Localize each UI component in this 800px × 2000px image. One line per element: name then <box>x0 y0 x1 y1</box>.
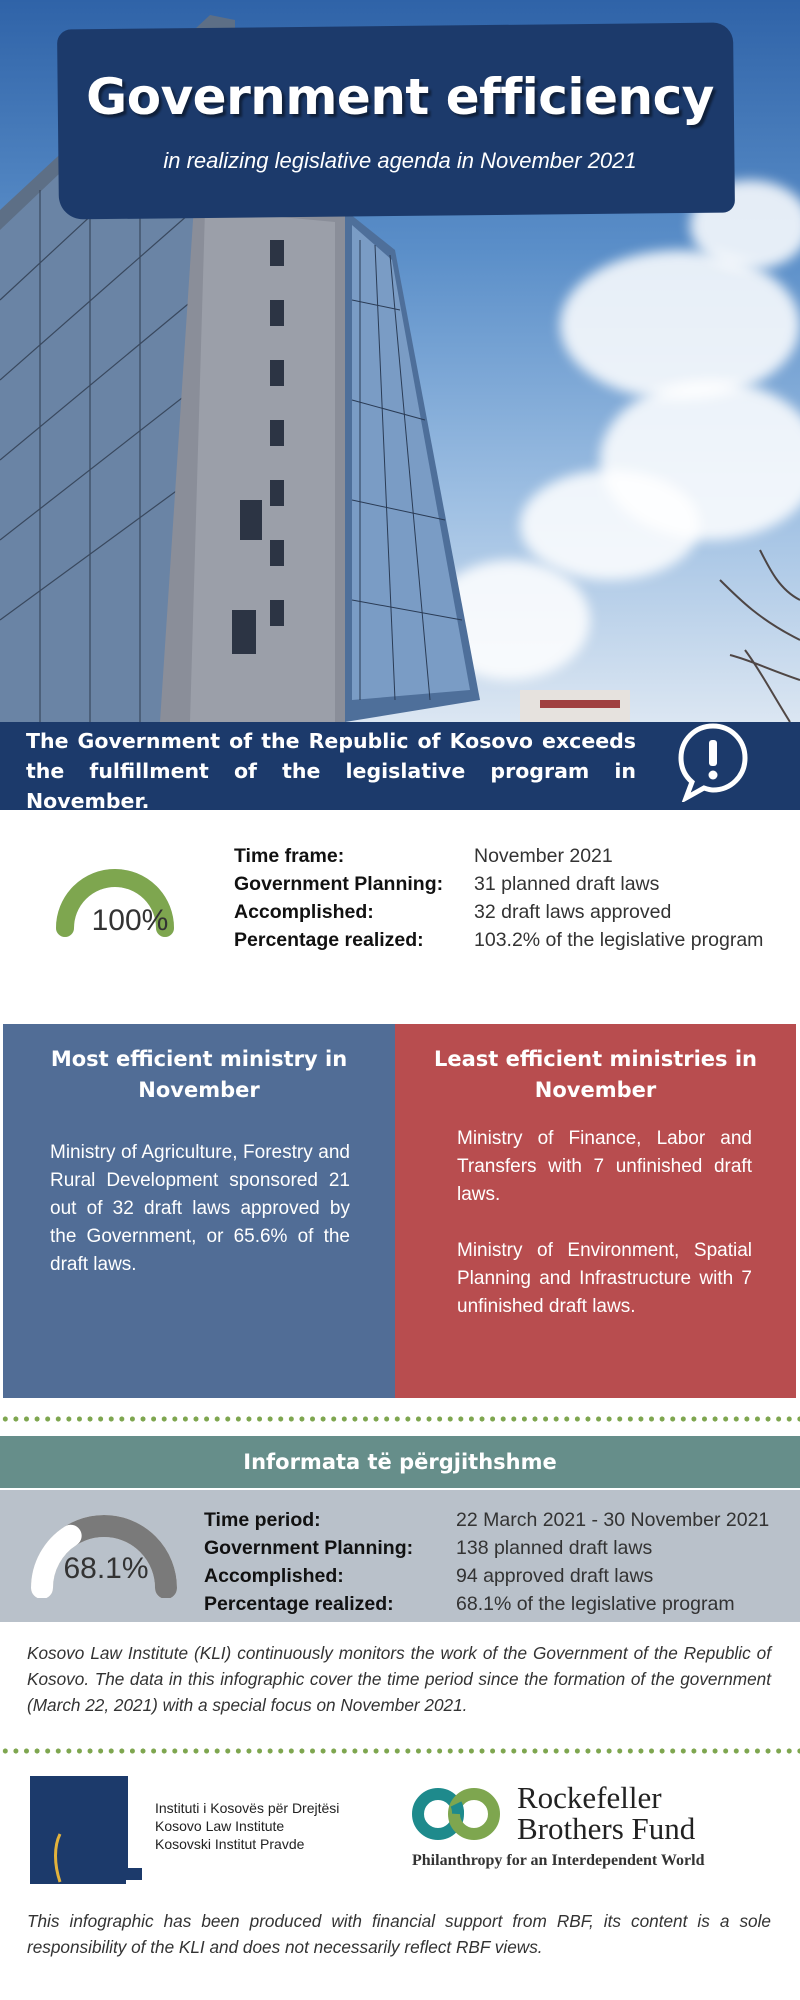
kli-name <box>155 1799 339 1853</box>
stat-label: Accomplished: <box>234 901 374 923</box>
dotted-divider <box>0 1748 800 1754</box>
stat-label: Time frame: <box>234 845 345 867</box>
kli-logo <box>30 1776 142 1884</box>
least-efficient-item: Ministry of Finance, Labor and Transfers with 7 unfinished draft laws. <box>457 1128 752 1205</box>
least-efficient-panel <box>395 1024 796 1398</box>
funding-disclaimer: This infographic has been produced with financial support from RBF, its content is a sole responsibility of the KLI and does not necessarily reflect RBF views. <box>27 1911 771 1957</box>
hero-photo <box>0 0 800 722</box>
monitoring-note: Kosovo Law Institute (KLI) continuously monitors the work of the Government of the Republic of Kosovo. The data in this infographic cover the time period since the formation of the government (March 22, 2021) with a special focus on November 2021. <box>27 1643 771 1715</box>
panel-title-line: November <box>534 1078 657 1102</box>
most-efficient-body: Ministry of Agriculture, Forestry and Rural Development sponsored 21 out of 32 draft laws approved by the Government, or 65.6% of the draft laws. <box>50 1142 350 1275</box>
stat-label: Accomplished: <box>204 1565 344 1587</box>
stat-label: Time period: <box>204 1509 321 1531</box>
kli-name-line: Kosovski Institut Pravde <box>155 1836 305 1852</box>
panel-title-line: Most efficient ministry in <box>50 1047 348 1071</box>
general-info-title: Informata të përgjithshme <box>243 1450 557 1474</box>
exclamation-speech-bubble-icon <box>676 720 750 802</box>
stat-value: 22 March 2021 - 30 November 2021 <box>456 1509 770 1531</box>
general-gauge-value: 68.1% <box>63 1552 149 1585</box>
general-stats <box>204 1506 769 1618</box>
november-stats <box>234 842 763 954</box>
panel-title-line: November <box>138 1078 260 1102</box>
page-subtitle: in realizing legislative agenda in November 2021 <box>163 148 637 173</box>
general-info-header <box>0 1436 800 1488</box>
alert-text: The Government of the Republic of Kosovo exceeds the fulfillment of the legislative program in November. <box>26 729 636 813</box>
stat-value: 68.1% of the legislative program <box>456 1593 735 1615</box>
most-efficient-title <box>3 1044 395 1106</box>
stat-label: Percentage realized: <box>234 929 424 951</box>
rbf-name-line: Brothers Fund <box>517 1811 696 1846</box>
rbf-tagline: Philanthropy for an Interdependent World <box>412 1852 705 1869</box>
panel-title-line: Least efficient ministries in <box>433 1047 758 1071</box>
stat-label: Government Planning: <box>234 873 444 895</box>
rbf-name <box>517 1782 695 1844</box>
page-title: Government efficiency <box>86 68 714 126</box>
stat-label: Percentage realized: <box>204 1593 394 1615</box>
stat-value: 138 planned draft laws <box>456 1537 653 1559</box>
stat-value: November 2021 <box>474 845 613 867</box>
kli-name-line: Kosovo Law Institute <box>155 1818 285 1834</box>
most-efficient-panel <box>3 1024 395 1398</box>
least-efficient-title <box>395 1044 796 1106</box>
stat-value: 103.2% of the legislative program <box>474 929 764 951</box>
rbf-logo <box>408 1784 508 1844</box>
november-gauge-value: 100% <box>91 904 169 937</box>
rbf-name-line: Rockefeller <box>517 1780 662 1815</box>
stat-value: 32 draft laws approved <box>474 901 672 923</box>
stat-value: 94 approved draft laws <box>456 1565 654 1587</box>
stat-label: Government Planning: <box>204 1537 414 1559</box>
least-efficient-item: Ministry of Environment, Spatial Planning and Infrastructure with 7 unfinished draft laws. <box>457 1240 752 1317</box>
stat-value: 31 planned draft laws <box>474 873 660 895</box>
dotted-divider <box>0 1416 800 1422</box>
kli-name-line: Instituti i Kosovës për Drejtësi <box>155 1800 340 1816</box>
